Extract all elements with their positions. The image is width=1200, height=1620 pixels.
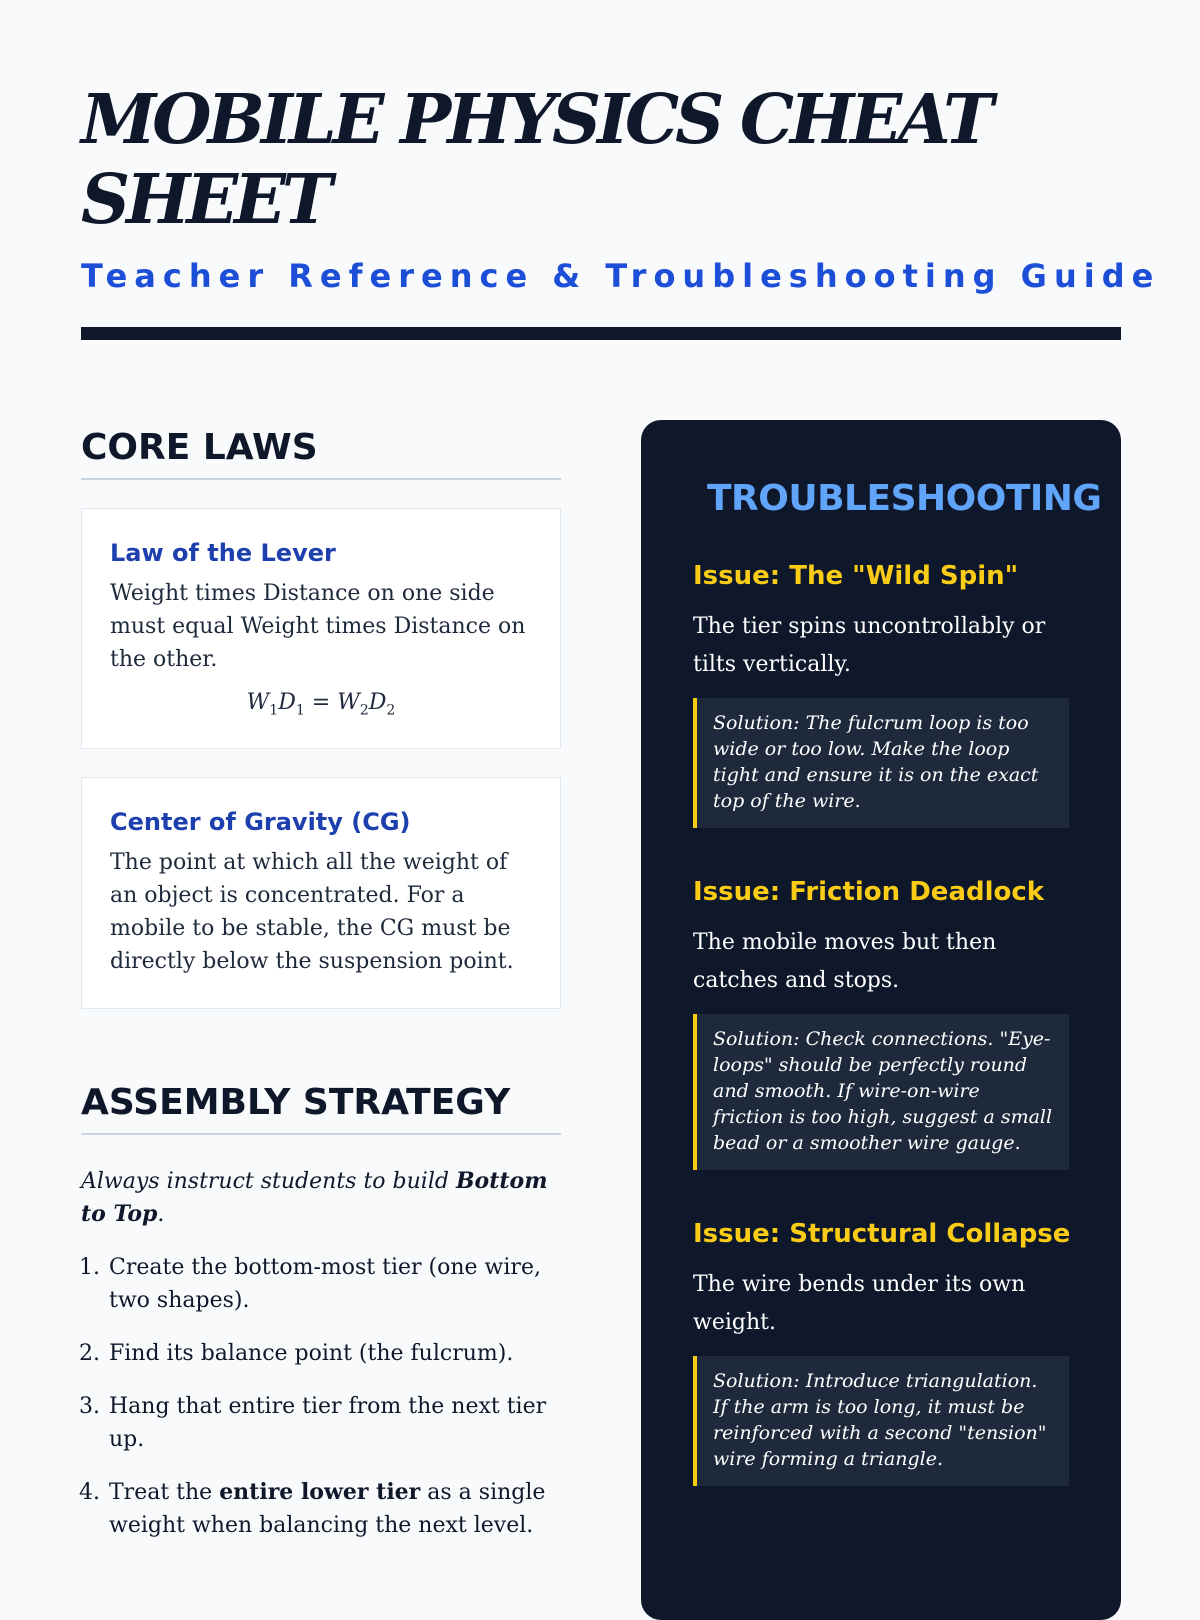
issue-solution: Solution: Check connections. "Eye-loops" should be perfectly round and smooth. If wire-on-wire friction is too high, suggest a small bead or a smoother wire gauge.: [693, 1014, 1069, 1170]
issue-solution: Solution: The fulcrum loop is too wide or too low. Make the loop tight and ensure it is on the exact top of the wire.: [693, 698, 1069, 828]
issue-description: The mobile moves but then catches and stops.: [693, 930, 997, 993]
left-column: [81, 420, 561, 1562]
list-item: 2. Find its balance point (the fulcrum).: [107, 1337, 561, 1370]
list-item: 4. Treat the entire lower tier as a single weight when balancing the next level.: [107, 1476, 561, 1542]
issue-solution: Solution: Introduce triangulation. If the arm is too long, it must be reinforced with a second "tension" wire forming a triangle.: [693, 1356, 1069, 1486]
page-title: MOBILE PHYSICS CHEAT SHEET: [81, 80, 990, 240]
law-of-lever-card: [81, 508, 561, 749]
center-of-gravity-card: [81, 777, 561, 1009]
assembly-steps: [81, 1251, 561, 1542]
issue-description: The wire bends under its own weight.: [693, 1272, 1026, 1335]
list-item: 3. Hang that entire tier from the next tier up.: [107, 1390, 561, 1456]
issue-title: Issue: The "Wild Spin": [693, 561, 1019, 591]
core-laws-heading: CORE LAWS: [81, 420, 561, 480]
list-item: 1. Create the bottom-most tier (one wire, two shapes).: [107, 1251, 561, 1317]
title-divider: [81, 327, 1121, 340]
issue-wild-spin: [693, 556, 1069, 828]
issue-description: The tier spins uncontrollably or tilts vertically.: [693, 614, 1046, 677]
issue-friction-deadlock: [693, 872, 1069, 1170]
issue-title: Issue: Friction Deadlock: [693, 877, 1045, 907]
issue-title: Issue: Structural Collapse: [693, 1219, 1071, 1249]
lever-formula: $W_1D_1 = W_2D_2$: [246, 690, 396, 719]
card-title: Center of Gravity (CG): [110, 808, 411, 837]
card-title: Law of the Lever: [110, 539, 336, 567]
issue-structural-collapse: [693, 1214, 1069, 1486]
card-text: The point at which all the weight of an object is concentrated. For a mobile to be stable, the CG must be directly below the suspension point.: [110, 850, 514, 975]
assembly-lead: Always instruct students to build Bottom to Top.: [81, 1168, 548, 1228]
troubleshooting-heading: TROUBLESHOOTING: [707, 478, 1102, 519]
assembly-strategy-heading: ASSEMBLY STRATEGY: [81, 1075, 561, 1135]
troubleshooting-panel: [641, 420, 1121, 1620]
page-subtitle: Teacher Reference & Troubleshooting Guide: [81, 257, 1161, 295]
card-text: Weight times Distance on one side must equal Weight times Distance on the other.: [110, 581, 526, 672]
